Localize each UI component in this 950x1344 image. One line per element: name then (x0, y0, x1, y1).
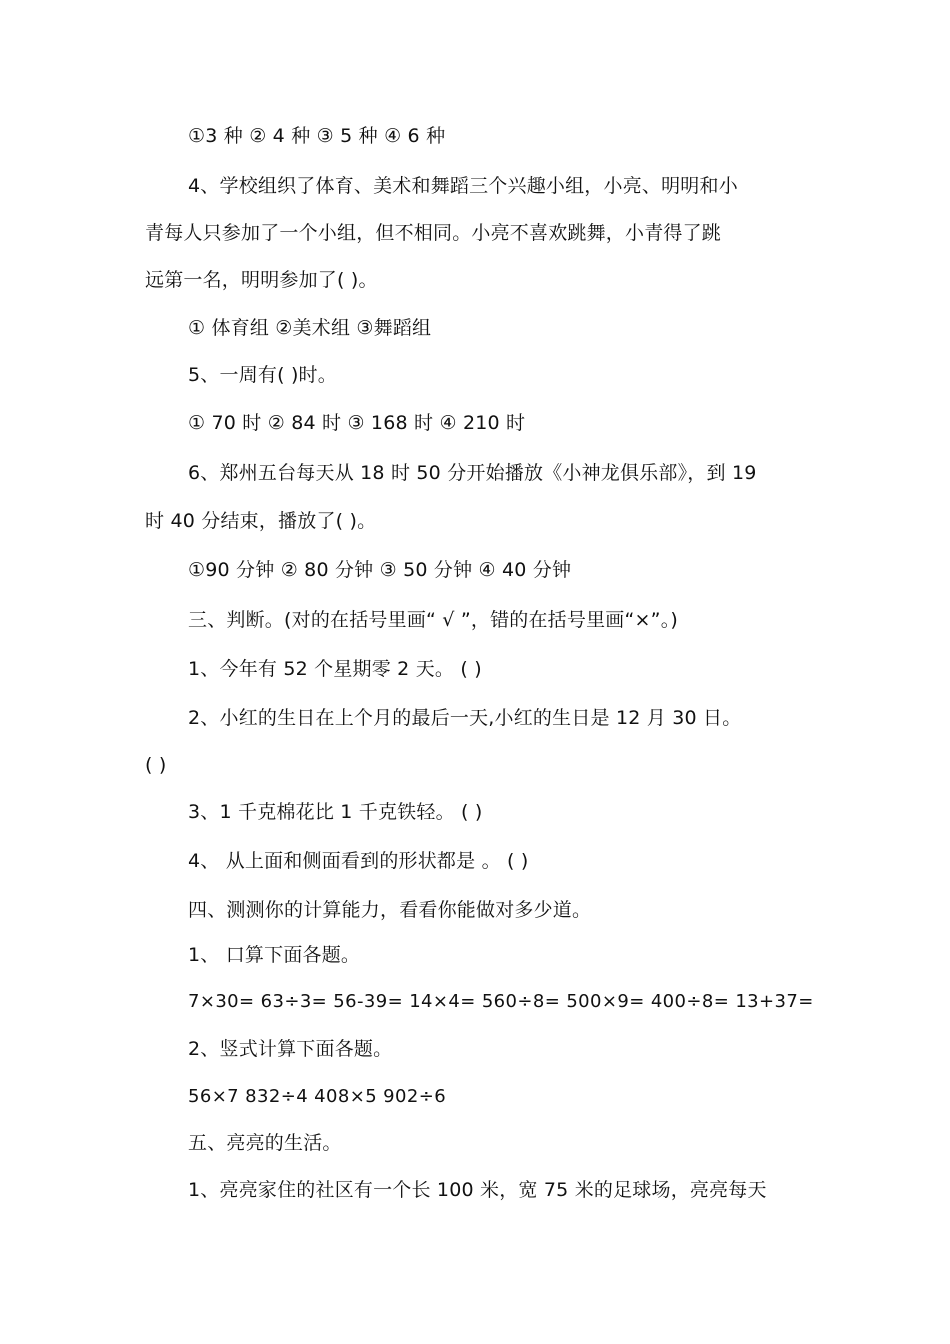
q3-options: ①3 种 ② 4 种 ③ 5 种 ④ 6 种 (188, 125, 446, 147)
q4-text-line-2: 青每人只参加了一个小组，但不相同。小亮不喜欢跳舞，小青得了跳 (145, 222, 722, 244)
judge-item-2-line-1: 2、小红的生日在上个月的最后一天,小红的生日是 12 月 30 日。 (188, 707, 742, 729)
q6-text-line-1: 6、郑州五台每天从 18 时 50 分开始播放《小神龙俱乐部》，到 19 (188, 462, 757, 484)
oral-calc-problems: 7×30= 63÷3= 56-39= 14×4= 560÷8= 500×9= 400÷8= 13+37= (188, 991, 814, 1012)
q4-text-line-3: 远第一名，明明参加了( )。 (145, 269, 378, 291)
q6-text-line-2: 时 40 分结束，播放了( )。 (145, 510, 377, 532)
judge-item-1: 1、今年有 52 个星期零 2 天。 ( ) (188, 658, 482, 680)
q4-text-line-1: 4、学校组织了体育、美术和舞蹈三个兴趣小组，小亮、明明和小 (188, 175, 738, 197)
section-3-heading: 三、判断。(对的在括号里画“ √ ”，错的在括号里画“×”。) (188, 609, 679, 631)
q5-options: ① 70 时 ② 84 时 ③ 168 时 ④ 210 时 (188, 412, 526, 434)
q6-options: ①90 分钟 ② 80 分钟 ③ 50 分钟 ④ 40 分钟 (188, 559, 572, 581)
q4-options: ① 体育组 ②美术组 ③舞蹈组 (188, 317, 432, 339)
q5-text: 5、一周有( )时。 (188, 364, 337, 386)
calc-part-1-heading: 1、 口算下面各题。 (188, 944, 361, 966)
section-5-heading: 五、亮亮的生活。 (188, 1132, 342, 1154)
calc-part-2-heading: 2、竖式计算下面各题。 (188, 1038, 393, 1060)
judge-item-3: 3、1 千克棉花比 1 千克铁轻。 ( ) (188, 801, 483, 823)
judge-item-4: 4、 从上面和侧面看到的形状都是 。 ( ) (188, 850, 529, 872)
judge-item-2-line-2: ( ) (145, 754, 167, 776)
vertical-calc-problems: 56×7 832÷4 408×5 902÷6 (188, 1086, 447, 1107)
section-5-item-1: 1、亮亮家住的社区有一个长 100 米，宽 75 米的足球场，亮亮每天 (188, 1179, 767, 1201)
section-4-heading: 四、测测你的计算能力，看看你能做对多少道。 (188, 899, 592, 921)
